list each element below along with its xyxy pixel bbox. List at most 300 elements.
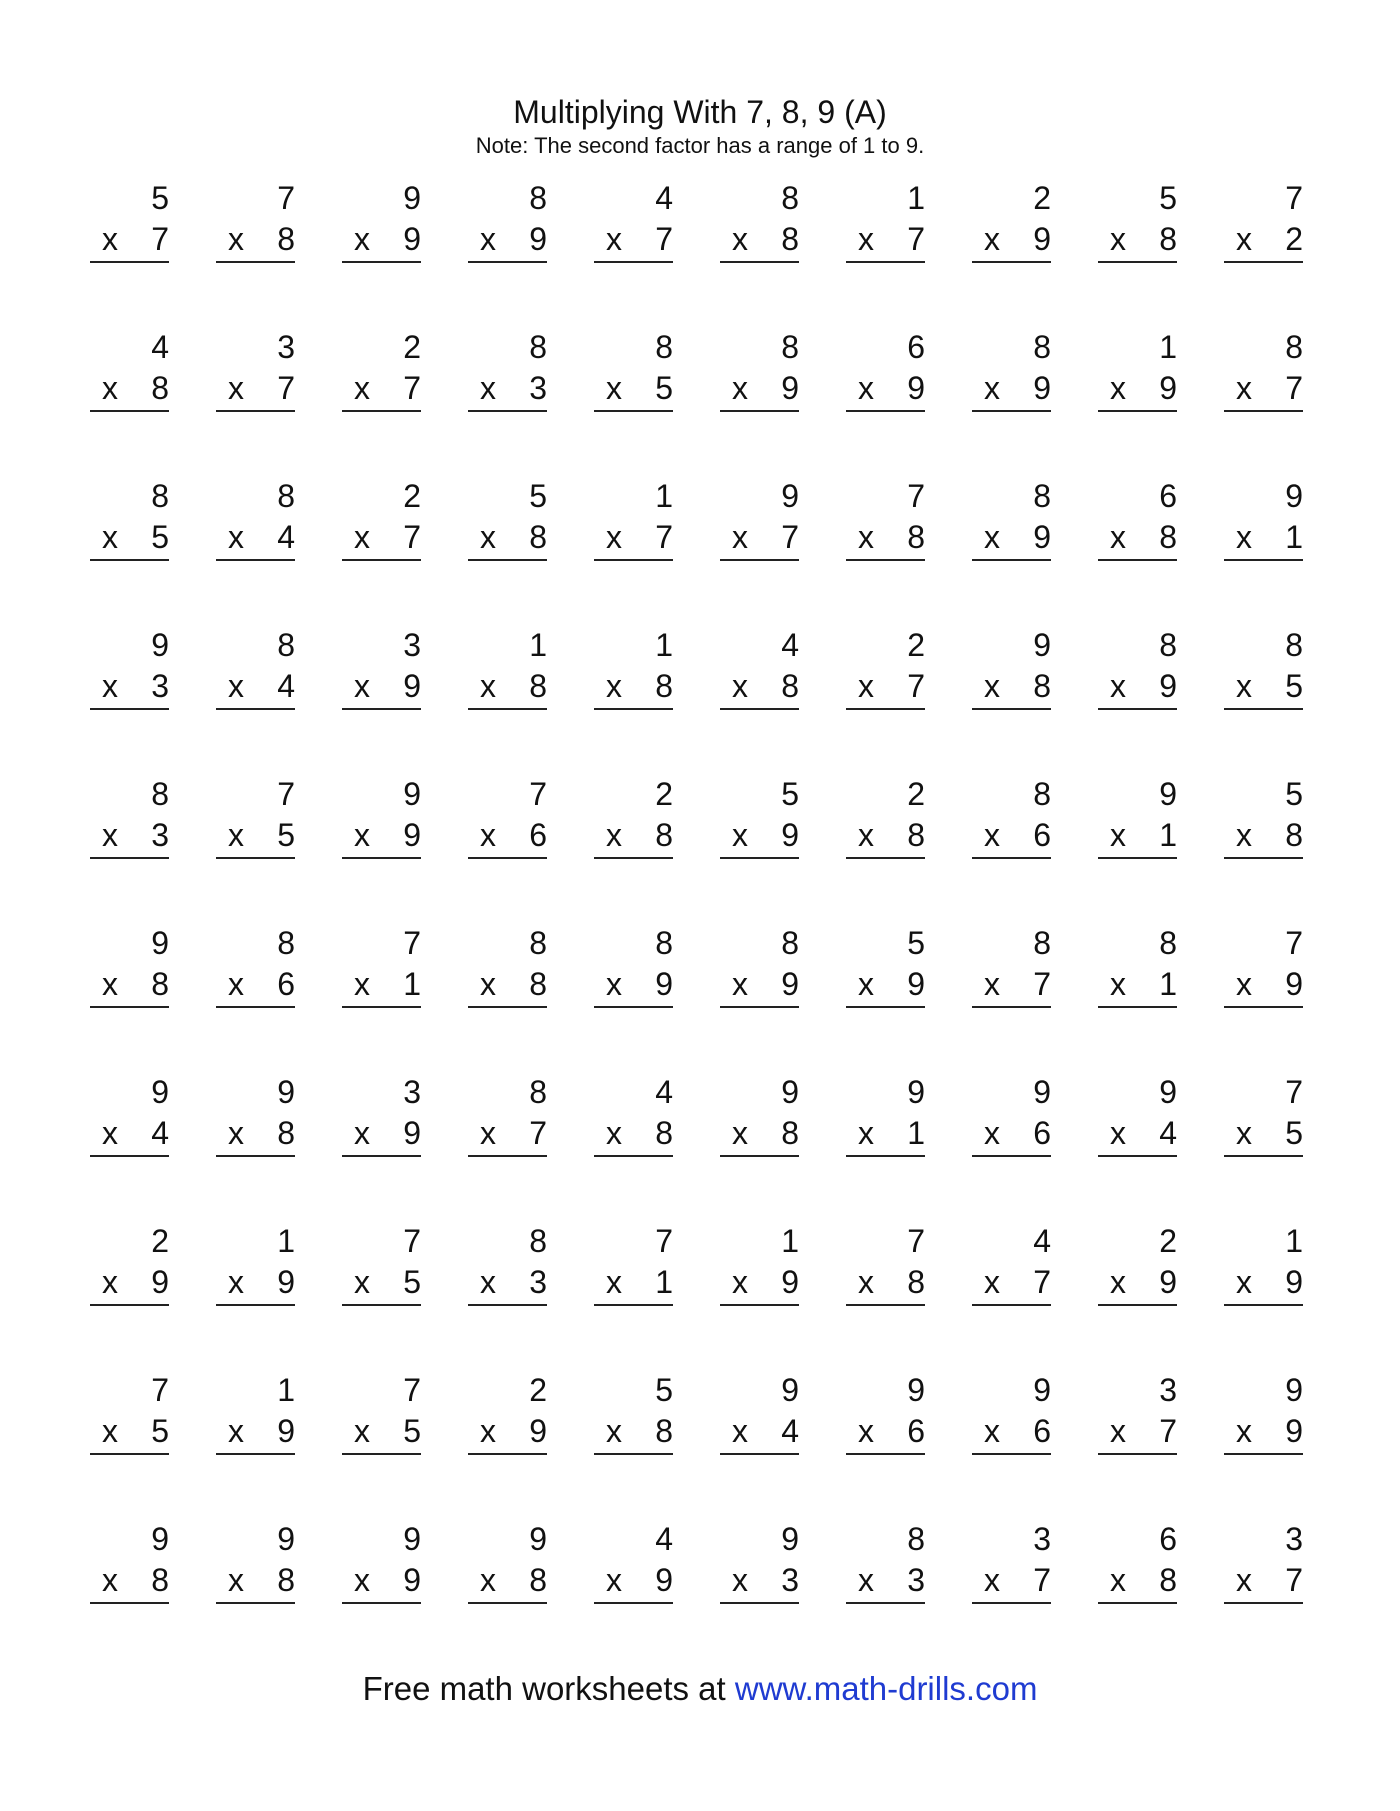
first-factor: 4 bbox=[1033, 1223, 1051, 1259]
second-factor: 9 bbox=[403, 221, 421, 257]
multiply-sign: x bbox=[228, 519, 244, 555]
problem bbox=[1224, 773, 1303, 922]
multiplication-line bbox=[1224, 1262, 1303, 1306]
problem bbox=[972, 624, 1051, 773]
problem bbox=[720, 1071, 799, 1220]
multiply-sign: x bbox=[1110, 817, 1126, 853]
problem bbox=[1224, 1071, 1303, 1220]
problem bbox=[90, 773, 169, 922]
problem bbox=[594, 624, 673, 773]
multiplication-line bbox=[90, 666, 169, 710]
problem bbox=[1098, 624, 1177, 773]
multiply-sign: x bbox=[984, 817, 1000, 853]
first-factor: 8 bbox=[1033, 478, 1051, 514]
problem bbox=[468, 326, 547, 475]
multiplication-line bbox=[1224, 1411, 1303, 1455]
second-factor: 6 bbox=[907, 1413, 925, 1449]
worksheet-note: Note: The second factor has a range of 1 to 9. bbox=[475, 133, 925, 158]
second-factor: 8 bbox=[529, 1562, 547, 1598]
problem bbox=[594, 1220, 673, 1369]
multiplication-line bbox=[468, 1411, 547, 1455]
multiply-sign: x bbox=[984, 966, 1000, 1002]
second-factor: 4 bbox=[277, 668, 295, 704]
problem bbox=[468, 475, 547, 624]
multiply-sign: x bbox=[228, 1562, 244, 1598]
problem bbox=[1098, 1071, 1177, 1220]
second-factor: 8 bbox=[529, 519, 547, 555]
first-factor: 9 bbox=[1285, 1372, 1303, 1408]
multiplication-line bbox=[846, 964, 925, 1008]
first-factor: 9 bbox=[781, 1521, 799, 1557]
problem bbox=[90, 1518, 169, 1667]
first-factor: 8 bbox=[151, 776, 169, 812]
multiplication-line bbox=[342, 517, 421, 561]
second-factor: 8 bbox=[529, 966, 547, 1002]
first-factor: 7 bbox=[529, 776, 547, 812]
problem bbox=[1224, 1220, 1303, 1369]
first-factor: 9 bbox=[529, 1521, 547, 1557]
second-factor: 9 bbox=[529, 1413, 547, 1449]
first-factor: 7 bbox=[403, 925, 421, 961]
multiply-sign: x bbox=[858, 1115, 874, 1151]
first-factor: 7 bbox=[907, 1223, 925, 1259]
problem bbox=[972, 1369, 1051, 1518]
first-factor: 9 bbox=[403, 776, 421, 812]
second-factor: 9 bbox=[277, 1413, 295, 1449]
second-factor: 9 bbox=[781, 817, 799, 853]
first-factor: 8 bbox=[655, 329, 673, 365]
first-factor: 3 bbox=[1285, 1521, 1303, 1557]
multiply-sign: x bbox=[858, 519, 874, 555]
multiply-sign: x bbox=[732, 370, 748, 406]
problem bbox=[720, 1518, 799, 1667]
multiplication-line bbox=[90, 368, 169, 412]
second-factor: 6 bbox=[529, 817, 547, 853]
second-factor: 9 bbox=[403, 817, 421, 853]
second-factor: 9 bbox=[403, 1562, 421, 1598]
second-factor: 8 bbox=[1159, 1562, 1177, 1598]
first-factor: 9 bbox=[403, 1521, 421, 1557]
footer bbox=[0, 1670, 1400, 1708]
multiply-sign: x bbox=[1110, 1264, 1126, 1300]
multiplication-line bbox=[216, 815, 295, 859]
first-factor: 8 bbox=[1033, 925, 1051, 961]
multiply-sign: x bbox=[354, 668, 370, 704]
multiply-sign: x bbox=[1110, 1115, 1126, 1151]
first-factor: 2 bbox=[907, 776, 925, 812]
multiply-sign: x bbox=[732, 817, 748, 853]
multiplication-line bbox=[342, 1262, 421, 1306]
first-factor: 7 bbox=[403, 1223, 421, 1259]
multiplication-line bbox=[594, 815, 673, 859]
first-factor: 8 bbox=[151, 478, 169, 514]
second-factor: 3 bbox=[529, 1264, 547, 1300]
multiply-sign: x bbox=[606, 1413, 622, 1449]
problem bbox=[216, 177, 295, 326]
first-factor: 7 bbox=[277, 776, 295, 812]
multiplication-line bbox=[90, 1560, 169, 1604]
problem bbox=[720, 624, 799, 773]
first-factor: 9 bbox=[403, 180, 421, 216]
multiplication-line bbox=[720, 666, 799, 710]
multiply-sign: x bbox=[732, 966, 748, 1002]
problem bbox=[594, 1071, 673, 1220]
multiplication-line bbox=[1098, 368, 1177, 412]
second-factor: 7 bbox=[1159, 1413, 1177, 1449]
multiply-sign: x bbox=[354, 1562, 370, 1598]
problem bbox=[468, 1220, 547, 1369]
multiply-sign: x bbox=[984, 1115, 1000, 1151]
problem bbox=[846, 922, 925, 1071]
problem bbox=[594, 773, 673, 922]
multiplication-line bbox=[90, 517, 169, 561]
multiplication-line bbox=[720, 815, 799, 859]
problem bbox=[1098, 177, 1177, 326]
multiply-sign: x bbox=[1110, 1562, 1126, 1598]
multiplication-line bbox=[468, 1560, 547, 1604]
problem bbox=[216, 922, 295, 1071]
problem bbox=[342, 475, 421, 624]
problem bbox=[720, 1220, 799, 1369]
multiply-sign: x bbox=[732, 1115, 748, 1151]
multiply-sign: x bbox=[606, 519, 622, 555]
first-factor: 7 bbox=[907, 478, 925, 514]
first-factor: 9 bbox=[907, 1074, 925, 1110]
second-factor: 9 bbox=[781, 966, 799, 1002]
multiplication-line bbox=[594, 666, 673, 710]
second-factor: 9 bbox=[529, 221, 547, 257]
problem bbox=[972, 1071, 1051, 1220]
second-factor: 8 bbox=[655, 817, 673, 853]
second-factor: 4 bbox=[277, 519, 295, 555]
problem bbox=[1098, 475, 1177, 624]
multiplication-line bbox=[972, 964, 1051, 1008]
first-factor: 1 bbox=[1285, 1223, 1303, 1259]
problem bbox=[594, 326, 673, 475]
multiplication-line bbox=[1224, 219, 1303, 263]
problem bbox=[342, 177, 421, 326]
multiplication-line bbox=[846, 219, 925, 263]
problem bbox=[216, 624, 295, 773]
multiplication-line bbox=[216, 517, 295, 561]
second-factor: 9 bbox=[151, 1264, 169, 1300]
multiply-sign: x bbox=[732, 668, 748, 704]
multiplication-line bbox=[594, 368, 673, 412]
first-factor: 7 bbox=[1285, 925, 1303, 961]
multiply-sign: x bbox=[858, 221, 874, 257]
multiply-sign: x bbox=[858, 966, 874, 1002]
first-factor: 4 bbox=[655, 1074, 673, 1110]
problem bbox=[1224, 1518, 1303, 1667]
first-factor: 7 bbox=[151, 1372, 169, 1408]
problem bbox=[720, 326, 799, 475]
second-factor: 7 bbox=[403, 519, 421, 555]
multiplication-line bbox=[720, 1262, 799, 1306]
multiply-sign: x bbox=[1236, 966, 1252, 1002]
problem bbox=[90, 177, 169, 326]
second-factor: 5 bbox=[403, 1264, 421, 1300]
first-factor: 9 bbox=[781, 478, 799, 514]
second-factor: 5 bbox=[403, 1413, 421, 1449]
multiply-sign: x bbox=[606, 668, 622, 704]
second-factor: 8 bbox=[1159, 519, 1177, 555]
first-factor: 5 bbox=[907, 925, 925, 961]
problem bbox=[846, 177, 925, 326]
multiply-sign: x bbox=[984, 1413, 1000, 1449]
problem bbox=[1224, 1369, 1303, 1518]
multiplication-line bbox=[594, 1411, 673, 1455]
first-factor: 2 bbox=[403, 329, 421, 365]
second-factor: 3 bbox=[907, 1562, 925, 1598]
multiply-sign: x bbox=[102, 1264, 118, 1300]
multiplication-line bbox=[90, 219, 169, 263]
first-factor: 3 bbox=[1159, 1372, 1177, 1408]
multiply-sign: x bbox=[1236, 1562, 1252, 1598]
multiplication-line bbox=[90, 1262, 169, 1306]
problem bbox=[720, 177, 799, 326]
multiply-sign: x bbox=[858, 817, 874, 853]
multiply-sign: x bbox=[606, 1264, 622, 1300]
multiplication-line bbox=[1224, 517, 1303, 561]
problem bbox=[342, 1518, 421, 1667]
second-factor: 7 bbox=[907, 221, 925, 257]
multiplication-line bbox=[720, 1113, 799, 1157]
problem bbox=[342, 1071, 421, 1220]
second-factor: 8 bbox=[277, 221, 295, 257]
second-factor: 7 bbox=[1033, 1562, 1051, 1598]
problem bbox=[468, 773, 547, 922]
second-factor: 9 bbox=[1285, 1413, 1303, 1449]
multiply-sign: x bbox=[228, 370, 244, 406]
multiplication-line bbox=[1098, 666, 1177, 710]
second-factor: 5 bbox=[151, 519, 169, 555]
second-factor: 9 bbox=[1159, 668, 1177, 704]
problem bbox=[90, 475, 169, 624]
first-factor: 8 bbox=[277, 627, 295, 663]
second-factor: 8 bbox=[1285, 817, 1303, 853]
multiplication-line bbox=[594, 1113, 673, 1157]
multiply-sign: x bbox=[102, 370, 118, 406]
multiplication-line bbox=[972, 1262, 1051, 1306]
first-factor: 8 bbox=[277, 478, 295, 514]
multiply-sign: x bbox=[858, 1413, 874, 1449]
first-factor: 7 bbox=[277, 180, 295, 216]
multiplication-line bbox=[846, 1411, 925, 1455]
second-factor: 7 bbox=[277, 370, 295, 406]
first-factor: 9 bbox=[1033, 1074, 1051, 1110]
first-factor: 4 bbox=[781, 627, 799, 663]
first-factor: 9 bbox=[151, 1074, 169, 1110]
problem bbox=[720, 475, 799, 624]
multiplication-line bbox=[846, 1560, 925, 1604]
first-factor: 8 bbox=[1159, 627, 1177, 663]
first-factor: 8 bbox=[907, 1521, 925, 1557]
multiply-sign: x bbox=[480, 1115, 496, 1151]
multiplication-line bbox=[468, 517, 547, 561]
first-factor: 9 bbox=[781, 1372, 799, 1408]
multiplication-line bbox=[1098, 815, 1177, 859]
multiply-sign: x bbox=[606, 370, 622, 406]
problem bbox=[342, 1369, 421, 1518]
multiply-sign: x bbox=[480, 221, 496, 257]
multiply-sign: x bbox=[984, 1264, 1000, 1300]
multiplication-line bbox=[720, 368, 799, 412]
multiply-sign: x bbox=[102, 221, 118, 257]
problem bbox=[846, 475, 925, 624]
second-factor: 8 bbox=[655, 1115, 673, 1151]
multiplication-line bbox=[342, 1113, 421, 1157]
second-factor: 4 bbox=[781, 1413, 799, 1449]
problem bbox=[972, 1518, 1051, 1667]
multiply-sign: x bbox=[354, 1115, 370, 1151]
multiply-sign: x bbox=[732, 1413, 748, 1449]
problem bbox=[468, 177, 547, 326]
first-factor: 9 bbox=[277, 1521, 295, 1557]
first-factor: 2 bbox=[151, 1223, 169, 1259]
first-factor: 3 bbox=[1033, 1521, 1051, 1557]
first-factor: 1 bbox=[655, 627, 673, 663]
multiply-sign: x bbox=[984, 519, 1000, 555]
multiply-sign: x bbox=[858, 668, 874, 704]
first-factor: 9 bbox=[1285, 478, 1303, 514]
multiplication-line bbox=[216, 219, 295, 263]
multiplication-line bbox=[342, 219, 421, 263]
second-factor: 8 bbox=[529, 668, 547, 704]
problem bbox=[90, 624, 169, 773]
multiplication-line bbox=[342, 815, 421, 859]
first-factor: 9 bbox=[1159, 776, 1177, 812]
multiply-sign: x bbox=[858, 1562, 874, 1598]
problem bbox=[846, 326, 925, 475]
second-factor: 8 bbox=[781, 221, 799, 257]
problem bbox=[594, 1518, 673, 1667]
first-factor: 9 bbox=[151, 1521, 169, 1557]
problem bbox=[1224, 624, 1303, 773]
multiplication-line bbox=[720, 964, 799, 1008]
multiplication-line bbox=[972, 666, 1051, 710]
second-factor: 6 bbox=[277, 966, 295, 1002]
problem bbox=[216, 326, 295, 475]
second-factor: 1 bbox=[655, 1264, 673, 1300]
second-factor: 9 bbox=[1033, 519, 1051, 555]
multiplication-line bbox=[216, 1113, 295, 1157]
second-factor: 8 bbox=[907, 519, 925, 555]
footer-link[interactable]: www.math-drills.com bbox=[734, 1670, 1038, 1707]
first-factor: 2 bbox=[403, 478, 421, 514]
multiplication-line bbox=[90, 964, 169, 1008]
multiplication-line bbox=[342, 964, 421, 1008]
second-factor: 3 bbox=[151, 817, 169, 853]
problem bbox=[594, 922, 673, 1071]
multiplication-line bbox=[1098, 1262, 1177, 1306]
second-factor: 1 bbox=[403, 966, 421, 1002]
first-factor: 2 bbox=[1033, 180, 1051, 216]
second-factor: 9 bbox=[655, 966, 673, 1002]
multiplication-line bbox=[972, 219, 1051, 263]
problem bbox=[90, 1220, 169, 1369]
multiplication-line bbox=[90, 1113, 169, 1157]
second-factor: 4 bbox=[151, 1115, 169, 1151]
second-factor: 6 bbox=[1033, 1115, 1051, 1151]
multiply-sign: x bbox=[480, 817, 496, 853]
multiplication-line bbox=[216, 368, 295, 412]
multiplication-line bbox=[468, 666, 547, 710]
first-factor: 1 bbox=[655, 478, 673, 514]
multiplication-line bbox=[342, 1560, 421, 1604]
problem bbox=[846, 1071, 925, 1220]
multiplication-line bbox=[1224, 666, 1303, 710]
multiply-sign: x bbox=[480, 1264, 496, 1300]
second-factor: 8 bbox=[655, 668, 673, 704]
first-factor: 1 bbox=[529, 627, 547, 663]
problem bbox=[1098, 922, 1177, 1071]
first-factor: 5 bbox=[1159, 180, 1177, 216]
second-factor: 9 bbox=[1033, 221, 1051, 257]
problem bbox=[468, 922, 547, 1071]
first-factor: 8 bbox=[529, 1223, 547, 1259]
problem bbox=[342, 1220, 421, 1369]
first-factor: 5 bbox=[655, 1372, 673, 1408]
multiply-sign: x bbox=[228, 1115, 244, 1151]
multiplication-line bbox=[972, 1411, 1051, 1455]
second-factor: 7 bbox=[529, 1115, 547, 1151]
multiply-sign: x bbox=[1110, 966, 1126, 1002]
multiplication-line bbox=[1098, 1113, 1177, 1157]
multiplication-line bbox=[468, 219, 547, 263]
multiplication-line bbox=[972, 368, 1051, 412]
first-factor: 1 bbox=[277, 1223, 295, 1259]
problem bbox=[972, 1220, 1051, 1369]
multiplication-line bbox=[216, 964, 295, 1008]
first-factor: 2 bbox=[907, 627, 925, 663]
second-factor: 5 bbox=[1285, 1115, 1303, 1151]
multiply-sign: x bbox=[858, 1264, 874, 1300]
second-factor: 9 bbox=[403, 1115, 421, 1151]
second-factor: 1 bbox=[907, 1115, 925, 1151]
multiply-sign: x bbox=[102, 519, 118, 555]
first-factor: 5 bbox=[151, 180, 169, 216]
first-factor: 9 bbox=[151, 627, 169, 663]
multiplication-line bbox=[216, 666, 295, 710]
multiply-sign: x bbox=[732, 1562, 748, 1598]
problem bbox=[1224, 475, 1303, 624]
multiply-sign: x bbox=[228, 1264, 244, 1300]
first-factor: 8 bbox=[1159, 925, 1177, 961]
multiplication-line bbox=[594, 964, 673, 1008]
multiplication-line bbox=[846, 815, 925, 859]
multiplication-line bbox=[594, 219, 673, 263]
multiplication-line bbox=[594, 1262, 673, 1306]
first-factor: 1 bbox=[277, 1372, 295, 1408]
second-factor: 3 bbox=[781, 1562, 799, 1598]
multiplication-line bbox=[1224, 964, 1303, 1008]
multiply-sign: x bbox=[1236, 221, 1252, 257]
first-factor: 8 bbox=[781, 925, 799, 961]
multiplication-line bbox=[972, 815, 1051, 859]
second-factor: 7 bbox=[655, 221, 673, 257]
second-factor: 8 bbox=[907, 817, 925, 853]
first-factor: 1 bbox=[907, 180, 925, 216]
second-factor: 1 bbox=[1159, 817, 1177, 853]
problem bbox=[216, 1071, 295, 1220]
multiply-sign: x bbox=[984, 1562, 1000, 1598]
footer-text: Free math worksheets at bbox=[362, 1670, 735, 1707]
multiply-sign: x bbox=[606, 1562, 622, 1598]
multiply-sign: x bbox=[354, 966, 370, 1002]
multiplication-line bbox=[1098, 1411, 1177, 1455]
first-factor: 9 bbox=[277, 1074, 295, 1110]
multiplication-line bbox=[468, 1113, 547, 1157]
